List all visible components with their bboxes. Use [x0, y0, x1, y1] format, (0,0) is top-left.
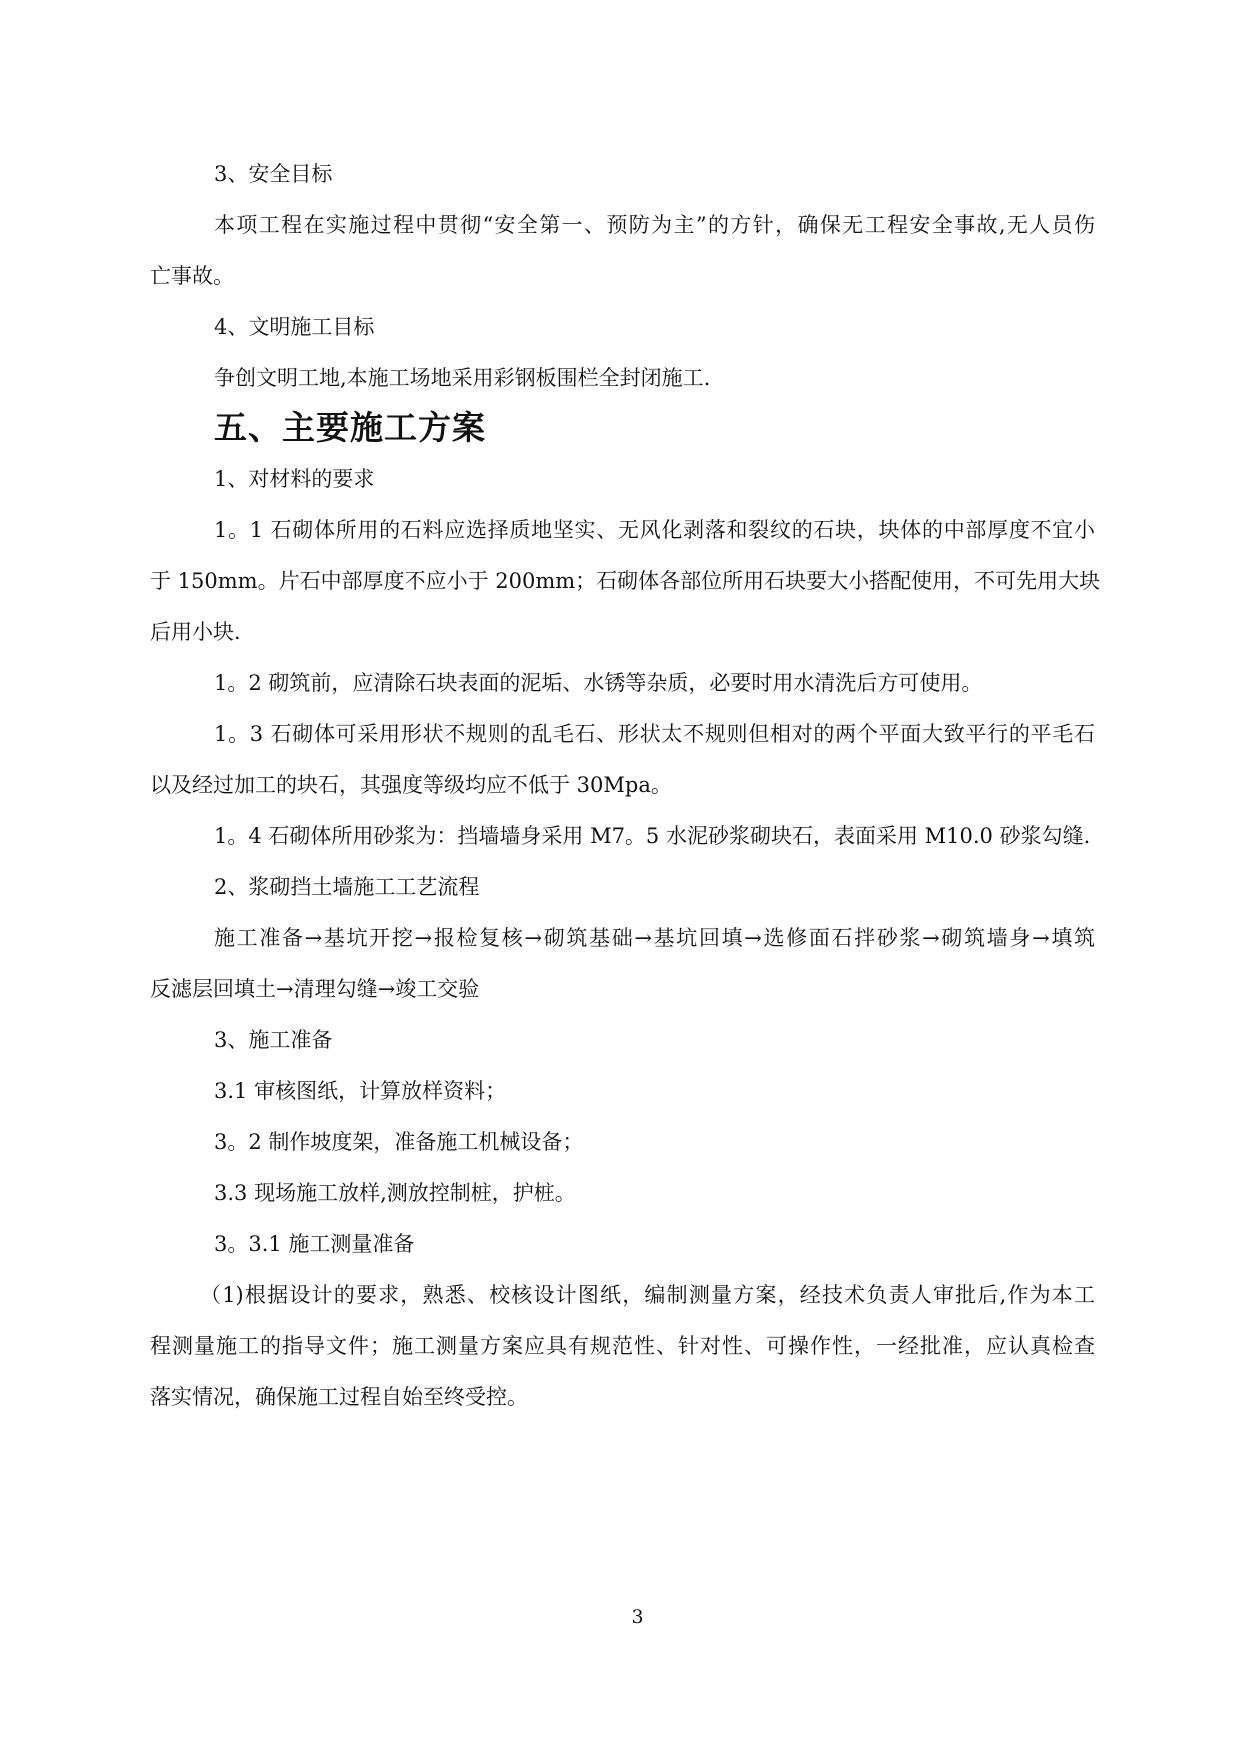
- list-item: 3.1 审核图纸，计算放样资料；: [214, 1079, 507, 1103]
- paragraph-line: 施工准备→基坑开挖→报检复核→砌筑基础→基坑回填→选修面石拌砂浆→砌筑墙身→填筑: [214, 926, 1095, 950]
- paragraph-line: 1。1 石砌体所用的石料应选择质地坚实、无风化剥落和裂纹的石块，块体的中部厚度不宜小: [214, 518, 1095, 542]
- paragraph-line: 于 150mm。片石中部厚度不应小于 200mm；石砌体各部位所用石块要大小搭配使用，不可先用大块: [150, 569, 1101, 593]
- subheading-construction-preparation: 3、施工准备: [214, 1028, 333, 1052]
- subheading-survey-preparation: 3。3.1 施工测量准备: [214, 1232, 415, 1256]
- subheading-safety-goal: 3、安全目标: [214, 162, 333, 186]
- paragraph-line: 1。4 石砌体所用砂浆为：挡墙墙身采用 M7。5 水泥砂浆砌块石，表面采用 M10.0 砂浆勾缝.: [214, 824, 1091, 848]
- subheading-material-requirements: 1、对材料的要求: [214, 467, 375, 491]
- list-item: 3。2 制作坡度架，准备施工机械设备；: [214, 1130, 584, 1154]
- paragraph-line: 落实情况，确保施工过程自始至终受控。: [150, 1385, 528, 1409]
- subheading-process-flow: 2、浆砌挡土墙施工工艺流程: [214, 875, 480, 899]
- paragraph-line: 1。3 石砌体可采用形状不规则的乱毛石、形状太不规则但相对的两个平面大致平行的平毛石: [214, 722, 1095, 746]
- paragraph-line: 反滤层回填土→清理勾缝→竣工交验: [150, 977, 480, 1001]
- paragraph-line: 程测量施工的指导文件；施工测量方案应具有规范性、针对性、可操作性，一经批准，应认真检查: [150, 1334, 1095, 1358]
- section-heading: 五、主要施工方案: [214, 408, 486, 447]
- list-item: 3.3 现场施工放样,测放控制桩，护桩。: [214, 1181, 576, 1205]
- paragraph-line: 本项工程在实施过程中贯彻“安全第一、预防为主”的方针，确保无工程安全事故,无人员伤: [214, 213, 1095, 237]
- paragraph-line: 争创文明工地,本施工场地采用彩钢板围栏全封闭施工.: [214, 366, 711, 390]
- page-number: 3: [631, 1606, 644, 1628]
- paragraph-line: 1。2 砌筑前，应清除石块表面的泥垢、水锈等杂质，必要时用水清洗后方可使用。: [214, 671, 983, 695]
- paragraph-line: 亡事故。: [150, 264, 234, 288]
- paragraph-line: 后用小块.: [150, 620, 241, 644]
- subheading-civilized-construction: 4、文明施工目标: [214, 315, 375, 339]
- paragraph-line: 以及经过加工的块石，其强度等级均应不低于 30Mpa。: [150, 773, 672, 797]
- paragraph-line: （1)根据设计的要求，熟悉、校核设计图纸，编制测量方案，经技术负责人审批后,作为本工: [200, 1283, 1095, 1307]
